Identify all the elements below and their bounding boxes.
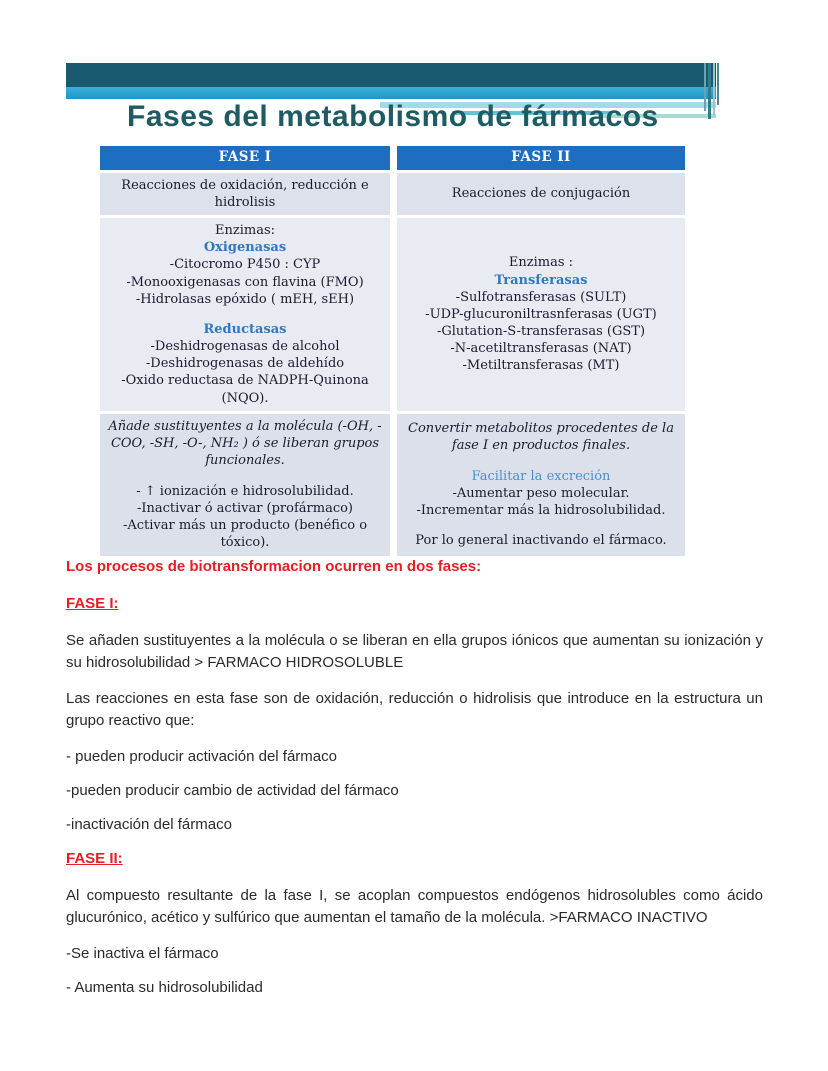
reductases-title: Reductasas (203, 321, 287, 337)
fase1-bullet: -pueden producir cambio de actividad del fármaco (66, 782, 399, 799)
table-cell-fase1-outcome (100, 414, 390, 556)
fase1-paragraph-2: Las reacciones en esta fase son de oxidación, reducción o hidrolisis que introduce en la estructura un grupo reactivo que: (66, 690, 763, 729)
phases-table (100, 146, 685, 556)
list-item: - ↑ ionización e hidrosolubilidad. (136, 483, 354, 499)
transferases-title: Transferasas (494, 272, 588, 288)
list-item: -Metiltransferasas (MT) (462, 358, 620, 374)
list-item: -Hidrolasas epóxido ( mEH, sEH) (135, 291, 355, 307)
spacer (403, 455, 679, 468)
fase2-outcome-footer: Por lo general inactivando el fármaco. (415, 533, 667, 548)
list-item: -Glutation-S-transferasas (GST) (436, 323, 646, 339)
spacer (106, 470, 384, 483)
fase1-bullet: - pueden producir activación del fármaco (66, 748, 337, 765)
spacer (403, 519, 679, 532)
list-item: -UDP-glucuroniltrasnferasas (UGT) (425, 306, 657, 322)
header-ribbon-dark (66, 63, 716, 87)
fase1-reactions-text: Reacciones de oxidación, reducción e hidrolisis (121, 177, 369, 210)
list-item: -Aumentar peso molecular. (452, 485, 630, 501)
fase1-outcome-intro: Añade sustituyentes a la molécula (-OH, -COO, -SH, -O-, NH₂ ) ó se liberan grupos funcionales. (108, 419, 382, 469)
table-cell-fase1-enzymes (100, 218, 390, 411)
list-item: -Sulfotransferasas (SULT) (455, 289, 627, 305)
list-item: -Deshidrogenasas de aldehído (145, 356, 345, 372)
fase2-bullet: -Se inactiva el fármaco (66, 945, 219, 962)
page-title: Fases del metabolismo de fármacos (127, 100, 659, 133)
list-item: -Inactivar ó activar (profármaco) (136, 500, 354, 516)
list-item: -Activar más un producto (benéfico o tóxico). (122, 517, 368, 551)
list-item: -Monooxigenasas con flavina (FMO) (126, 274, 364, 290)
body-text-section (66, 556, 763, 1011)
oxygenases-title: Oxigenasas (203, 240, 287, 256)
intro-heading: Los procesos de biotransformacion ocurren en dos fases: (66, 558, 482, 575)
header-ribbon-cyan (66, 87, 716, 99)
fase2-heading: FASE II: (66, 850, 123, 867)
table-cell-fase1-reactions (100, 173, 390, 215)
fase2-outcome-intro: Convertir metabolitos procedentes de la fase I en productos finales. (408, 421, 674, 454)
header-ribbon-edge-sliver (713, 63, 715, 115)
list-item: -N-acetiltransferasas (NAT) (450, 341, 632, 357)
spacer (106, 308, 384, 321)
table-cell-fase2-reactions (397, 173, 685, 215)
list-item: -Oxido reductasa de NADPH-Quinona (NQO). (121, 373, 369, 406)
fase1-paragraph-1: Se añaden sustituyentes a la molécula o se liberan en ella grupos iónicos que aumentan su ionización y su hidrosolubilidad > FARMACO HIDROSOLUBLE (66, 632, 763, 671)
fase1-bullet: -inactivación del fármaco (66, 816, 232, 833)
list-item: -Deshidrogenasas de alcohol (150, 339, 340, 355)
excretion-subtitle: Facilitar la excreción (471, 468, 611, 484)
header-ribbon-edge-sliver (704, 63, 706, 111)
table-cell-fase2-outcome (397, 414, 685, 556)
table-header-fase1: FASE I (100, 146, 390, 170)
fase1-enzymes-label: Enzimas: (215, 223, 275, 239)
fase1-heading: FASE I: (66, 595, 119, 612)
list-item: -Citocromo P450 : CYP (169, 257, 321, 273)
header-ribbon-edge-sliver (708, 63, 711, 119)
header-ribbon-edge-sliver (717, 63, 719, 105)
fase2-enzymes-label: Enzimas : (508, 255, 574, 271)
table-header-fase2: FASE II (397, 146, 685, 170)
list-item: -Incrementar más la hidrosolubilidad. (416, 502, 666, 518)
fase2-paragraph-1: Al compuesto resultante de la fase I, se acoplan compuestos endógenos hidrosolubles como ácido glucurónico, acético y sulfúrico que aumentan el tamaño de la molécula. >FARMACO INACTIVO (66, 887, 763, 926)
fase2-reactions-text: Reacciones de conjugación (451, 186, 631, 202)
fase2-bullet: - Aumenta su hidrosolubilidad (66, 979, 263, 996)
table-cell-fase2-enzymes (397, 218, 685, 411)
